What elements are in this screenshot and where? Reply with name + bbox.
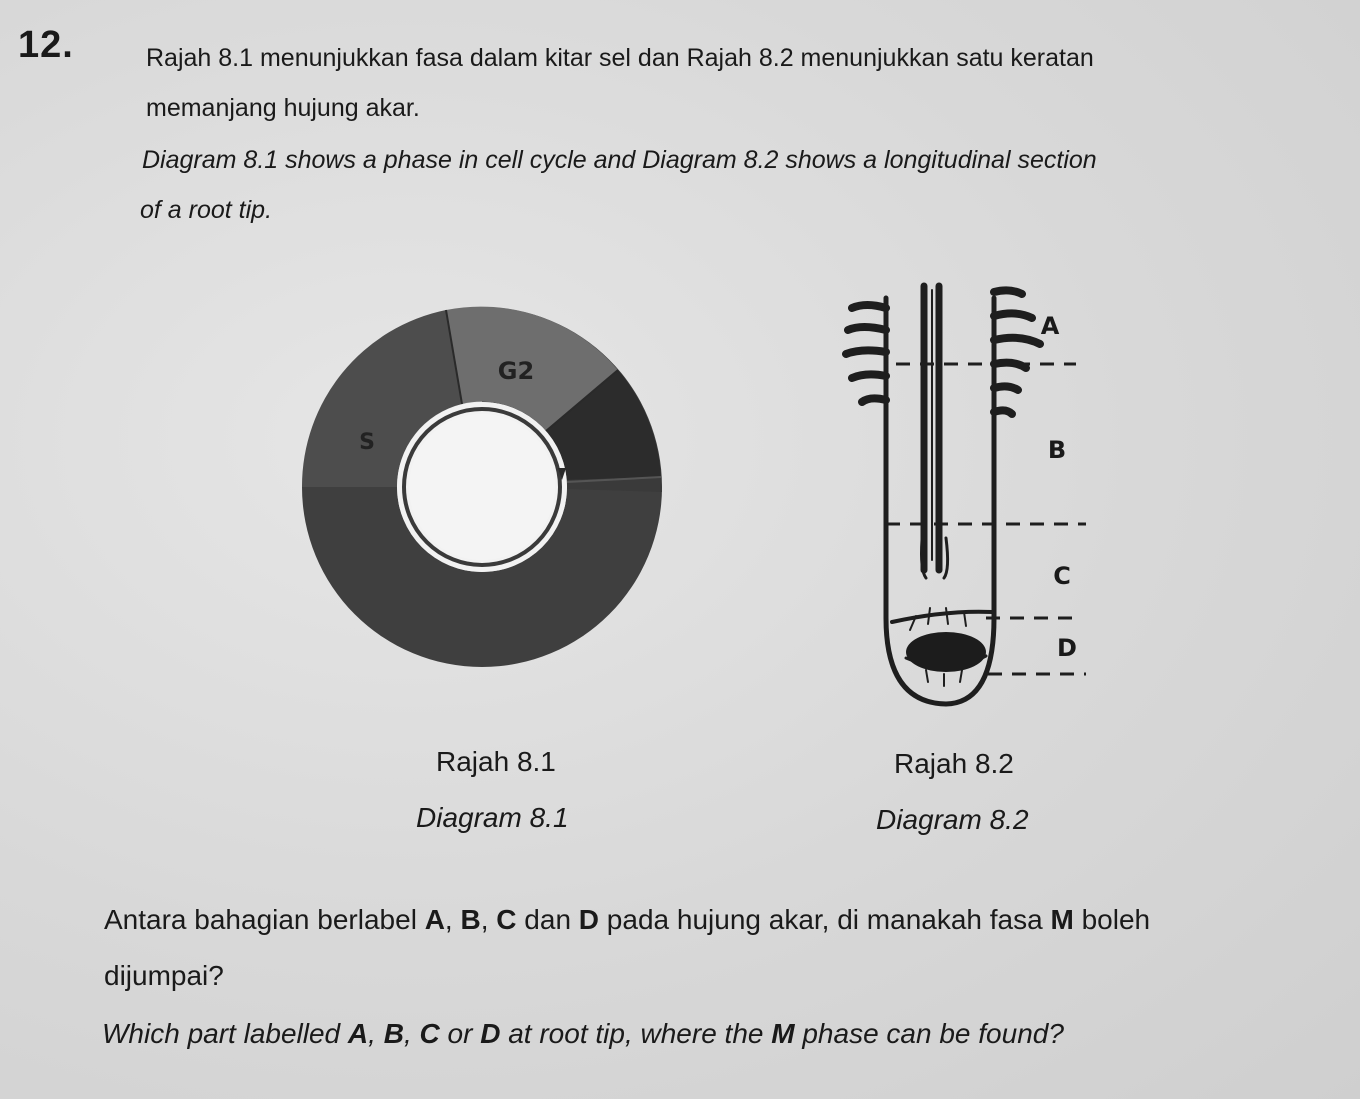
phase-m-label: M — [771, 1018, 795, 1049]
label-a: A — [1040, 312, 1060, 340]
root-tip-diagram — [836, 278, 1096, 714]
question-number: 12. — [18, 24, 74, 66]
prompt-malay-text: boleh — [1073, 904, 1151, 935]
prompt-malay-text: dan — [516, 904, 579, 935]
prompt-english-text: Which part labelled — [102, 1018, 348, 1049]
option-b-label: B — [383, 1018, 404, 1049]
prompt-malay-line1 — [104, 904, 1150, 936]
phase-m-label: M — [1050, 904, 1074, 935]
separator: , — [403, 1018, 420, 1049]
label-d: D — [1057, 634, 1077, 662]
label-c: C — [1053, 562, 1071, 590]
intro-english-line1: Diagram 8.1 shows a phase in cell cycle and Diagram 8.2 shows a longitudinal section — [142, 146, 1097, 174]
separator: , — [368, 1018, 384, 1049]
separator: , — [480, 904, 497, 935]
prompt-english-text: at root tip, where the — [500, 1018, 772, 1049]
option-c-label: C — [419, 1018, 440, 1049]
label-g2: G2 — [497, 357, 535, 385]
intro-malay-line2: memanjang hujung akar. — [146, 94, 420, 122]
option-d-label: D — [480, 1018, 501, 1049]
prompt-english-text: phase can be found? — [794, 1018, 1064, 1049]
prompt-english-line — [102, 1018, 1064, 1050]
meristem-region — [906, 632, 986, 672]
separator: , — [444, 904, 461, 935]
intro-english-line2: of a root tip. — [140, 196, 273, 224]
option-d-label: D — [578, 904, 600, 935]
caption-rajah-8-1: Rajah 8.1 — [436, 746, 556, 777]
label-s: S — [359, 430, 375, 455]
prompt-malay-text: Antara bahagian berlabel — [104, 904, 425, 935]
prompt-malay-text: pada hujung akar, di manakah fasa — [599, 904, 1051, 935]
option-a-label: A — [424, 904, 445, 935]
caption-diagram-8-2: Diagram 8.2 — [876, 804, 1029, 835]
intro-malay-line1: Rajah 8.1 menunjukkan fasa dalam kitar sel dan Rajah 8.2 menunjukkan satu keratan — [146, 44, 1094, 72]
label-b: B — [1047, 436, 1067, 464]
prompt-malay-line2: dijumpai? — [104, 960, 224, 991]
cell-cycle-diagram — [296, 296, 668, 678]
caption-rajah-8-2: Rajah 8.2 — [894, 748, 1014, 779]
option-b-label: B — [460, 904, 481, 935]
option-a-label: A — [347, 1018, 369, 1049]
prompt-english-text: or — [439, 1018, 481, 1049]
option-c-label: C — [496, 904, 517, 935]
caption-diagram-8-1: Diagram 8.1 — [416, 802, 569, 833]
